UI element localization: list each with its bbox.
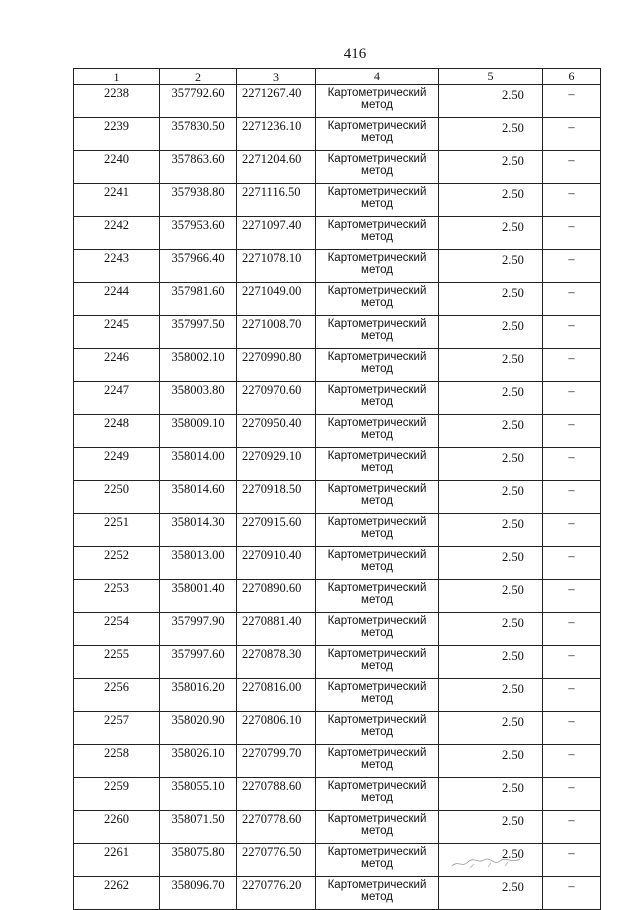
method-line-2: метод <box>361 99 393 111</box>
method-line-2: метод <box>361 330 393 342</box>
coord-x: 357997.90 <box>160 613 237 646</box>
coord-y: 2270910.40 <box>237 547 316 580</box>
accuracy-value: 2.50 <box>439 547 543 580</box>
note-cell: – <box>543 382 601 415</box>
method-cell <box>316 316 439 349</box>
table-row <box>74 250 601 283</box>
note-cell: – <box>543 646 601 679</box>
method-line-1: Картометрический <box>327 384 427 396</box>
coord-y: 2270778.60 <box>237 811 316 844</box>
method-line-1: Картометрический <box>327 780 427 792</box>
table-row <box>74 481 601 514</box>
coord-y: 2271116.50 <box>237 184 316 217</box>
table-row <box>74 316 601 349</box>
method-line-1: Картометрический <box>327 219 427 231</box>
table-row <box>74 580 601 613</box>
method-line-1: Картометрический <box>327 351 427 363</box>
coord-y: 2270929.10 <box>237 448 316 481</box>
table-row <box>74 745 601 778</box>
method-line-1: Картометрический <box>327 252 427 264</box>
header-col-4: 4 <box>316 69 439 85</box>
table-row <box>74 448 601 481</box>
coord-y: 2270950.40 <box>237 415 316 448</box>
table-row <box>74 679 601 712</box>
coord-x: 358009.10 <box>160 415 237 448</box>
method-cell <box>316 184 439 217</box>
accuracy-value: 2.50 <box>439 481 543 514</box>
coord-y: 2271204.60 <box>237 151 316 184</box>
coord-x: 358001.40 <box>160 580 237 613</box>
table-row <box>74 118 601 151</box>
header-col-5: 5 <box>439 69 543 85</box>
coord-y: 2270816.00 <box>237 679 316 712</box>
accuracy-value: 2.50 <box>439 877 543 910</box>
accuracy-value: 2.50 <box>439 415 543 448</box>
accuracy-value: 2.50 <box>439 250 543 283</box>
note-cell: – <box>543 547 601 580</box>
coord-y: 2270788.60 <box>237 778 316 811</box>
accuracy-value: 2.50 <box>439 382 543 415</box>
accuracy-value: 2.50 <box>439 217 543 250</box>
point-number: 2260 <box>74 811 160 844</box>
note-cell: – <box>543 250 601 283</box>
note-cell: – <box>543 481 601 514</box>
table-row <box>74 283 601 316</box>
method-line-2: метод <box>361 429 393 441</box>
table-body <box>74 85 601 910</box>
coord-y: 2271097.40 <box>237 217 316 250</box>
coord-y: 2270890.60 <box>237 580 316 613</box>
coord-x: 357997.60 <box>160 646 237 679</box>
coord-y: 2270776.20 <box>237 877 316 910</box>
accuracy-value: 2.50 <box>439 448 543 481</box>
point-number: 2242 <box>74 217 160 250</box>
table-row <box>74 613 601 646</box>
table-row <box>74 151 601 184</box>
method-line-2: метод <box>361 363 393 375</box>
coord-y: 2271008.70 <box>237 316 316 349</box>
method-line-2: метод <box>361 528 393 540</box>
method-cell <box>316 844 439 877</box>
method-line-2: метод <box>361 627 393 639</box>
coord-x: 357997.50 <box>160 316 237 349</box>
note-cell: – <box>543 151 601 184</box>
accuracy-value: 2.50 <box>439 679 543 712</box>
accuracy-value: 2.50 <box>439 613 543 646</box>
coord-y: 2270915.60 <box>237 514 316 547</box>
note-cell: – <box>543 679 601 712</box>
table-row <box>74 646 601 679</box>
method-line-1: Картометрический <box>327 516 427 528</box>
method-cell <box>316 547 439 580</box>
note-cell: – <box>543 580 601 613</box>
point-number: 2252 <box>74 547 160 580</box>
point-number: 2256 <box>74 679 160 712</box>
point-number: 2239 <box>74 118 160 151</box>
method-line-2: метод <box>361 693 393 705</box>
method-cell <box>316 811 439 844</box>
method-cell <box>316 778 439 811</box>
method-cell <box>316 382 439 415</box>
method-line-2: метод <box>361 858 393 870</box>
point-number: 2254 <box>74 613 160 646</box>
method-line-2: метод <box>361 825 393 837</box>
method-line-1: Картометрический <box>327 87 427 99</box>
coord-x: 358013.00 <box>160 547 237 580</box>
coordinates-table <box>73 68 601 910</box>
method-cell <box>316 745 439 778</box>
coord-y: 2270970.60 <box>237 382 316 415</box>
header-col-1: 1 <box>74 69 160 85</box>
method-cell <box>316 712 439 745</box>
method-cell <box>316 679 439 712</box>
table-row <box>74 217 601 250</box>
table-row <box>74 778 601 811</box>
method-line-1: Картометрический <box>327 153 427 165</box>
method-line-1: Картометрический <box>327 120 427 132</box>
point-number: 2246 <box>74 349 160 382</box>
coord-x: 357953.60 <box>160 217 237 250</box>
note-cell: – <box>543 844 601 877</box>
point-number: 2248 <box>74 415 160 448</box>
coord-x: 358014.00 <box>160 448 237 481</box>
method-line-2: метод <box>361 561 393 573</box>
method-line-2: метод <box>361 891 393 903</box>
method-line-2: метод <box>361 726 393 738</box>
point-number: 2244 <box>74 283 160 316</box>
point-number: 2259 <box>74 778 160 811</box>
method-line-1: Картометрический <box>327 318 427 330</box>
note-cell: – <box>543 316 601 349</box>
coord-y: 2271078.10 <box>237 250 316 283</box>
method-line-1: Картометрический <box>327 615 427 627</box>
coord-y: 2270881.40 <box>237 613 316 646</box>
coord-x: 358014.60 <box>160 481 237 514</box>
method-line-2: метод <box>361 264 393 276</box>
method-line-1: Картометрический <box>327 285 427 297</box>
coord-y: 2270776.50 <box>237 844 316 877</box>
accuracy-value: 2.50 <box>439 316 543 349</box>
method-cell <box>316 283 439 316</box>
coord-x: 358014.30 <box>160 514 237 547</box>
accuracy-value: 2.50 <box>439 151 543 184</box>
method-cell <box>316 349 439 382</box>
page-number: 416 <box>343 46 367 62</box>
coord-x: 357981.60 <box>160 283 237 316</box>
table-row <box>74 712 601 745</box>
note-cell: – <box>543 415 601 448</box>
point-number: 2249 <box>74 448 160 481</box>
note-cell: – <box>543 349 601 382</box>
method-line-2: метод <box>361 759 393 771</box>
method-cell <box>316 448 439 481</box>
coord-x: 358026.10 <box>160 745 237 778</box>
method-line-1: Картометрический <box>327 483 427 495</box>
accuracy-value: 2.50 <box>439 646 543 679</box>
note-cell: – <box>543 217 601 250</box>
point-number: 2250 <box>74 481 160 514</box>
coord-x: 357966.40 <box>160 250 237 283</box>
method-cell <box>316 250 439 283</box>
note-cell: – <box>543 448 601 481</box>
method-line-1: Картометрический <box>327 846 427 858</box>
accuracy-value: 2.50 <box>439 118 543 151</box>
signature-mark <box>450 852 530 872</box>
note-cell: – <box>543 811 601 844</box>
method-line-2: метод <box>361 132 393 144</box>
table-row <box>74 382 601 415</box>
method-cell <box>316 151 439 184</box>
header-row <box>74 69 601 85</box>
method-line-2: метод <box>361 792 393 804</box>
method-line-1: Картометрический <box>327 549 427 561</box>
point-number: 2253 <box>74 580 160 613</box>
accuracy-value: 2.50 <box>439 712 543 745</box>
note-cell: – <box>543 613 601 646</box>
coord-x: 358003.80 <box>160 382 237 415</box>
method-line-1: Картометрический <box>327 186 427 198</box>
table-row <box>74 349 601 382</box>
coord-x: 358055.10 <box>160 778 237 811</box>
accuracy-value: 2.50 <box>439 514 543 547</box>
method-cell <box>316 613 439 646</box>
note-cell: – <box>543 85 601 118</box>
note-cell: – <box>543 283 601 316</box>
coord-x: 358016.20 <box>160 679 237 712</box>
table-row <box>74 184 601 217</box>
coord-y: 2271049.00 <box>237 283 316 316</box>
method-line-1: Картометрический <box>327 879 427 891</box>
accuracy-value: 2.50 <box>439 85 543 118</box>
table-row <box>74 547 601 580</box>
accuracy-value: 2.50 <box>439 844 543 877</box>
coord-x: 358096.70 <box>160 877 237 910</box>
point-number: 2251 <box>74 514 160 547</box>
point-number: 2245 <box>74 316 160 349</box>
method-cell <box>316 85 439 118</box>
table-row <box>74 811 601 844</box>
method-line-2: метод <box>361 660 393 672</box>
coord-x: 358020.90 <box>160 712 237 745</box>
coord-y: 2270990.80 <box>237 349 316 382</box>
accuracy-value: 2.50 <box>439 778 543 811</box>
method-line-1: Картометрический <box>327 813 427 825</box>
method-line-1: Картометрический <box>327 714 427 726</box>
point-number: 2258 <box>74 745 160 778</box>
method-line-1: Картометрический <box>327 417 427 429</box>
accuracy-value: 2.50 <box>439 349 543 382</box>
method-line-1: Картометрический <box>327 747 427 759</box>
accuracy-value: 2.50 <box>439 283 543 316</box>
method-line-2: метод <box>361 231 393 243</box>
method-cell <box>316 481 439 514</box>
method-line-2: метод <box>361 396 393 408</box>
point-number: 2262 <box>74 877 160 910</box>
note-cell: – <box>543 778 601 811</box>
point-number: 2240 <box>74 151 160 184</box>
note-cell: – <box>543 712 601 745</box>
coord-y: 2271236.10 <box>237 118 316 151</box>
coord-x: 357938.80 <box>160 184 237 217</box>
accuracy-value: 2.50 <box>439 745 543 778</box>
coord-x: 358075.80 <box>160 844 237 877</box>
method-line-1: Картометрический <box>327 582 427 594</box>
point-number: 2238 <box>74 85 160 118</box>
coord-x: 358071.50 <box>160 811 237 844</box>
coord-x: 357863.60 <box>160 151 237 184</box>
method-cell <box>316 580 439 613</box>
accuracy-value: 2.50 <box>439 580 543 613</box>
method-line-2: метод <box>361 165 393 177</box>
accuracy-value: 2.50 <box>439 184 543 217</box>
header-col-3: 3 <box>237 69 316 85</box>
point-number: 2257 <box>74 712 160 745</box>
method-line-2: метод <box>361 594 393 606</box>
table-row <box>74 85 601 118</box>
note-cell: – <box>543 118 601 151</box>
point-number: 2255 <box>74 646 160 679</box>
method-cell <box>316 118 439 151</box>
point-number: 2247 <box>74 382 160 415</box>
note-cell: – <box>543 514 601 547</box>
point-number: 2261 <box>74 844 160 877</box>
coord-y: 2270806.10 <box>237 712 316 745</box>
note-cell: – <box>543 745 601 778</box>
coord-y: 2271267.40 <box>237 85 316 118</box>
note-cell: – <box>543 184 601 217</box>
point-number: 2241 <box>74 184 160 217</box>
method-line-2: метод <box>361 495 393 507</box>
coord-x: 357792.60 <box>160 85 237 118</box>
table-row <box>74 415 601 448</box>
method-line-2: метод <box>361 462 393 474</box>
header-col-6: 6 <box>543 69 601 85</box>
method-line-1: Картометрический <box>327 648 427 660</box>
table-row <box>74 514 601 547</box>
coord-x: 358002.10 <box>160 349 237 382</box>
method-line-1: Картометрический <box>327 681 427 693</box>
point-number: 2243 <box>74 250 160 283</box>
method-line-1: Картометрический <box>327 450 427 462</box>
header-col-2: 2 <box>160 69 237 85</box>
coord-y: 2270799.70 <box>237 745 316 778</box>
accuracy-value: 2.50 <box>439 811 543 844</box>
note-cell: – <box>543 877 601 910</box>
coord-y: 2270918.50 <box>237 481 316 514</box>
method-line-2: метод <box>361 198 393 210</box>
method-cell <box>316 514 439 547</box>
coord-x: 357830.50 <box>160 118 237 151</box>
method-cell <box>316 217 439 250</box>
coord-y: 2270878.30 <box>237 646 316 679</box>
method-cell <box>316 646 439 679</box>
method-cell <box>316 415 439 448</box>
method-line-2: метод <box>361 297 393 309</box>
